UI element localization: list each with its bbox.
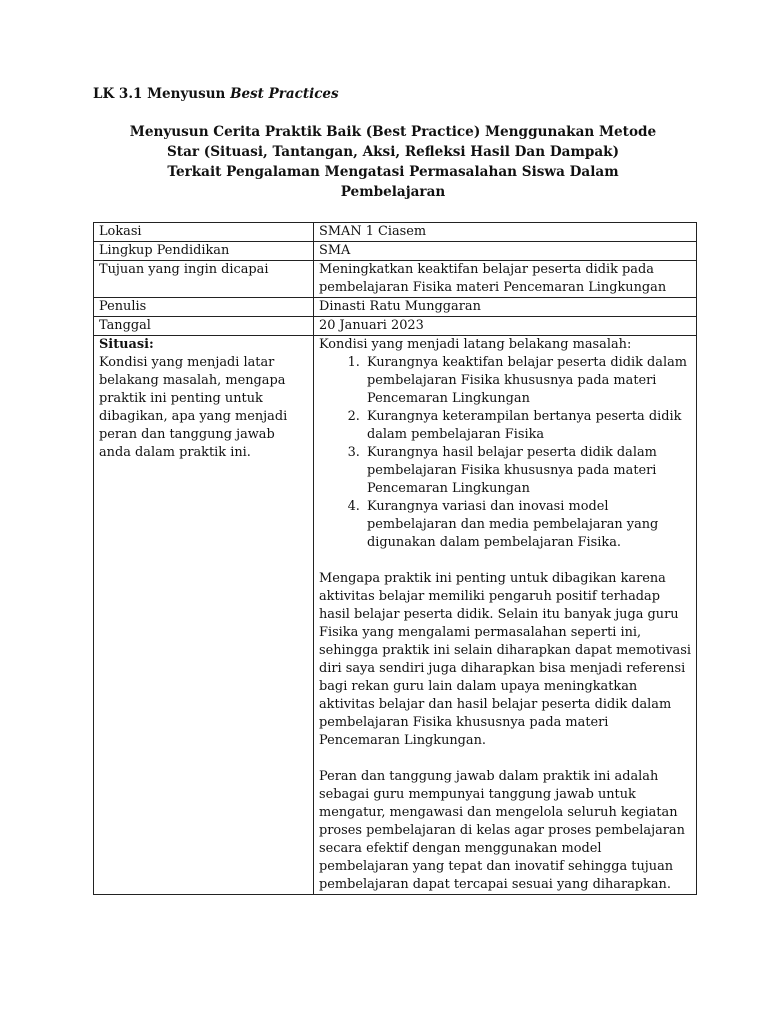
row-value: Meningkatkan keaktifan belajar peserta didik pada pembelajaran Fisika materi Pencemaran Lingkungan [314,261,697,298]
situasi-description: Kondisi yang menjadi latar belakang masalah, mengapa praktik ini penting untuk dibagikan, apa yang menjadi peran dan tanggung jawab anda dalam praktik ini. [99,355,288,460]
title-line: Menyusun Cerita Praktik Baik (Best Practice) Menggunakan Metode [129,124,657,140]
worksheet-heading-prefix: LK 3.1 Menyusun [93,86,231,102]
row-label: Tanggal [94,317,314,336]
role-paragraph: Peran dan tanggung jawab dalam praktik ini adalah sebagai guru mempunyai tanggung jawab untuk mengatur, mengawasi dan mengelola seluruh kegiatan proses pembelajaran di kelas agar proses pembelajaran secara efektif dengan menggunakan model pembelajaran yang tepat dan inovatif sehingga tujuan pembelajaran dapat tercapai sesuai yang diharapkan. [319,769,685,892]
row-label: Penulis [94,298,314,317]
row-value: Dinasti Ratu Munggaran [314,298,697,317]
row-value: SMA [314,242,697,261]
row-label: Lingkup Pendidikan [94,242,314,261]
list-item: 1. Kurangnya keaktifan belajar peserta didik dalam pembelajaran Fisika khususnya pada materi Pencemaran Lingkungan [364,354,691,408]
table-row-tanggal [94,317,697,336]
situasi-label-cell [94,336,314,895]
best-practice-table [93,222,697,895]
row-value: SMAN 1 Ciasem [314,223,697,242]
list-item: 4. Kurangnya variasi dan inovasi model pembelajaran dan media pembelajaran yang digunakan dalam pembelajaran Fisika. [364,498,691,552]
row-label: Lokasi [94,223,314,242]
table-row-lingkup [94,242,697,261]
row-label: Tujuan yang ingin dicapai [94,261,314,298]
importance-paragraph: Mengapa praktik ini penting untuk dibagikan karena aktivitas belajar memiliki pengaruh positif terhadap hasil belajar peserta didik. Selain itu banyak juga guru Fisika yang mengalami permasalahan seperti ini, sehingga praktik ini selain diharapkan dapat memotivasi diri saya sendiri juga diharapkan bisa menjadi referensi bagi rekan guru lain dalam upaya meningkatkan aktivitas belajar dan hasil belajar peserta didik dalam pembelajaran Fisika khususnya pada materi Pencemaran Lingkungan. [319,571,691,748]
title-line: Terkait Pengalaman Mengatasi Permasalahan Siswa Dalam [167,164,619,180]
document-title [93,122,693,202]
table-row-tujuan [94,261,697,298]
title-line: Pembelajaran [340,184,446,200]
table-row-lokasi [94,223,697,242]
situasi-label: Situasi: [99,337,154,352]
worksheet-heading-italic: Best Practices [230,86,339,102]
list-item: 3. Kurangnya hasil belajar peserta didik dalam pembelajaran Fisika khususnya pada materi Pencemaran Lingkungan [364,444,691,498]
title-line: Star (Situasi, Tantangan, Aksi, Refleksi Hasil Dan Dampak) [166,144,620,160]
table-row-situasi [94,336,697,895]
list-item: 2. Kurangnya keterampilan bertanya peserta didik dalam pembelajaran Fisika [364,408,691,444]
table-row-penulis [94,298,697,317]
situasi-intro: Kondisi yang menjadi latang belakang masalah: [319,337,632,352]
row-value: 20 Januari 2023 [314,317,697,336]
worksheet-heading [93,86,339,102]
situasi-content-cell [314,336,697,895]
problem-list [319,354,691,552]
